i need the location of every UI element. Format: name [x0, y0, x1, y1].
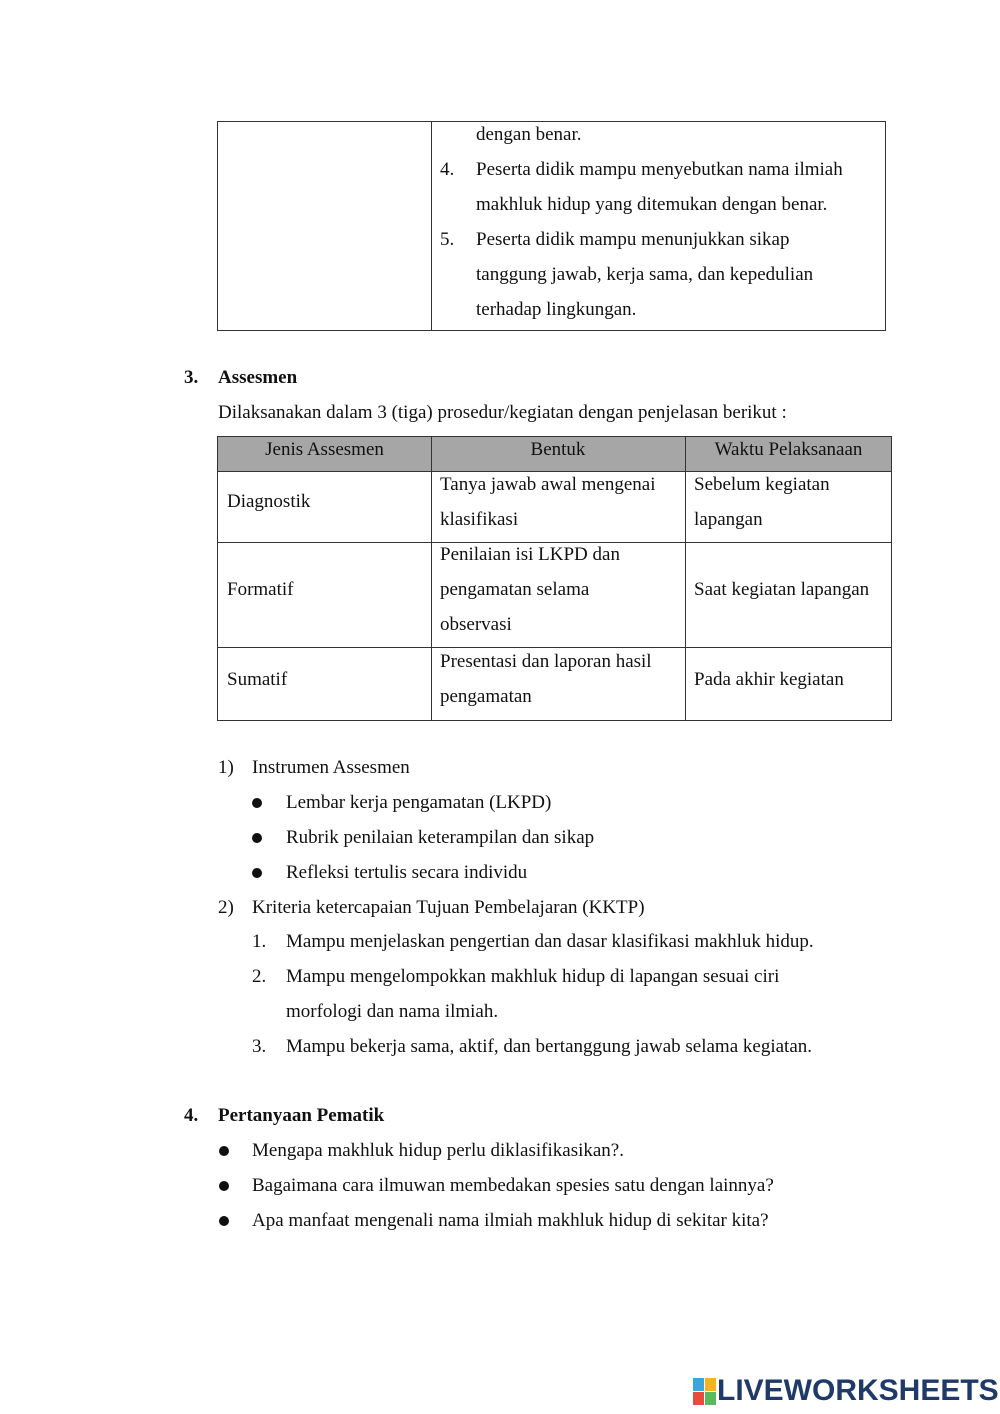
- liveworksheets-logo-icon: [693, 1378, 715, 1404]
- table-cell: pengamatan selama: [440, 579, 590, 600]
- assessment-table: [217, 436, 892, 721]
- liveworksheets-logo[interactable]: [693, 1374, 999, 1408]
- table-cell: Tanya jawab awal mengenai: [440, 474, 656, 495]
- objective-line: dengan benar.: [476, 124, 582, 145]
- list-item: morfologi dan nama ilmiah.: [286, 1001, 499, 1022]
- bullet-icon: [252, 798, 262, 808]
- section-number: 3.: [184, 367, 199, 388]
- table-cell: Penilaian isi LKPD dan: [440, 544, 620, 565]
- section-intro: Dilaksanakan dalam 3 (tiga) prosedur/kegiatan dengan penjelasan berikut :: [218, 402, 787, 423]
- section-title: Pertanyaan Pematik: [218, 1105, 385, 1126]
- list-item: Bagaimana cara ilmuwan membedakan spesies satu dengan lainnya?: [252, 1175, 774, 1196]
- objective-line: Peserta didik mampu menunjukkan sikap: [476, 229, 790, 250]
- table-cell: Sebelum kegiatan: [694, 474, 830, 495]
- table-cell: Sumatif: [227, 669, 288, 690]
- logo-square: [705, 1378, 716, 1391]
- table-cell: pengamatan: [440, 686, 532, 707]
- bullet-icon: [219, 1216, 229, 1226]
- section-number: 4.: [184, 1105, 199, 1126]
- objectives-table-continuation: [217, 121, 886, 331]
- objective-line: terhadap lingkungan.: [476, 299, 637, 320]
- list-item: Rubrik penilaian keterampilan dan sikap: [286, 827, 595, 848]
- section-title: Assesmen: [218, 367, 298, 388]
- logo-square: [693, 1392, 704, 1405]
- list-item: Mengapa makhluk hidup perlu diklasifikasikan?.: [252, 1140, 624, 1161]
- list-item: Mampu mengelompokkan makhluk hidup di lapangan sesuai ciri: [286, 966, 780, 987]
- logo-text: LIVEWORKSHEETS: [717, 1374, 999, 1407]
- objective-line: makhluk hidup yang ditemukan dengan benar.: [476, 194, 828, 215]
- bullet-icon: [219, 1181, 229, 1191]
- table-cell: Formatif: [227, 579, 294, 600]
- objective-number: 4.: [440, 159, 455, 180]
- table-cell: Saat kegiatan lapangan: [694, 579, 870, 600]
- list-item: Apa manfaat mengenali nama ilmiah makhluk hidup di sekitar kita?: [252, 1210, 769, 1231]
- header-cell: Waktu Pelaksanaan: [714, 439, 863, 460]
- subsection-title: Kriteria ketercapaian Tujuan Pembelajaran (KKTP): [252, 897, 645, 918]
- objective-line: Peserta didik mampu menyebutkan nama ilmiah: [476, 159, 843, 180]
- subsection-number: 1): [218, 757, 234, 778]
- table-cell: Pada akhir kegiatan: [694, 669, 844, 690]
- list-item: Mampu menjelaskan pengertian dan dasar klasifikasi makhluk hidup.: [286, 931, 814, 952]
- bullet-icon: [219, 1146, 229, 1156]
- bullet-icon: [252, 868, 262, 878]
- list-number: 2.: [252, 966, 267, 987]
- logo-square: [705, 1392, 716, 1405]
- list-number: 3.: [252, 1036, 267, 1057]
- objective-number: 5.: [440, 229, 455, 250]
- table-cell: lapangan: [694, 509, 763, 530]
- subsection-number: 2): [218, 897, 234, 918]
- objective-line: tanggung jawab, kerja sama, dan kepedulian: [476, 264, 814, 285]
- header-cell: Jenis Assesmen: [265, 439, 384, 460]
- subsection-title: Instrumen Assesmen: [252, 757, 410, 778]
- list-number: 1.: [252, 931, 267, 952]
- header-cell: Bentuk: [530, 439, 586, 460]
- table-cell: observasi: [440, 614, 512, 635]
- table-column-divider: [431, 122, 432, 330]
- table-column-divider: [431, 437, 432, 720]
- bullet-icon: [252, 833, 262, 843]
- table-cell: klasifikasi: [440, 509, 519, 530]
- list-item: Mampu bekerja sama, aktif, dan bertanggung jawab selama kegiatan.: [286, 1036, 812, 1057]
- list-item: Lembar kerja pengamatan (LKPD): [286, 792, 552, 813]
- table-cell: Diagnostik: [227, 491, 311, 512]
- table-cell: Presentasi dan laporan hasil: [440, 651, 652, 672]
- list-item: Refleksi tertulis secara individu: [286, 862, 528, 883]
- table-column-divider: [685, 437, 686, 720]
- logo-square: [693, 1378, 704, 1391]
